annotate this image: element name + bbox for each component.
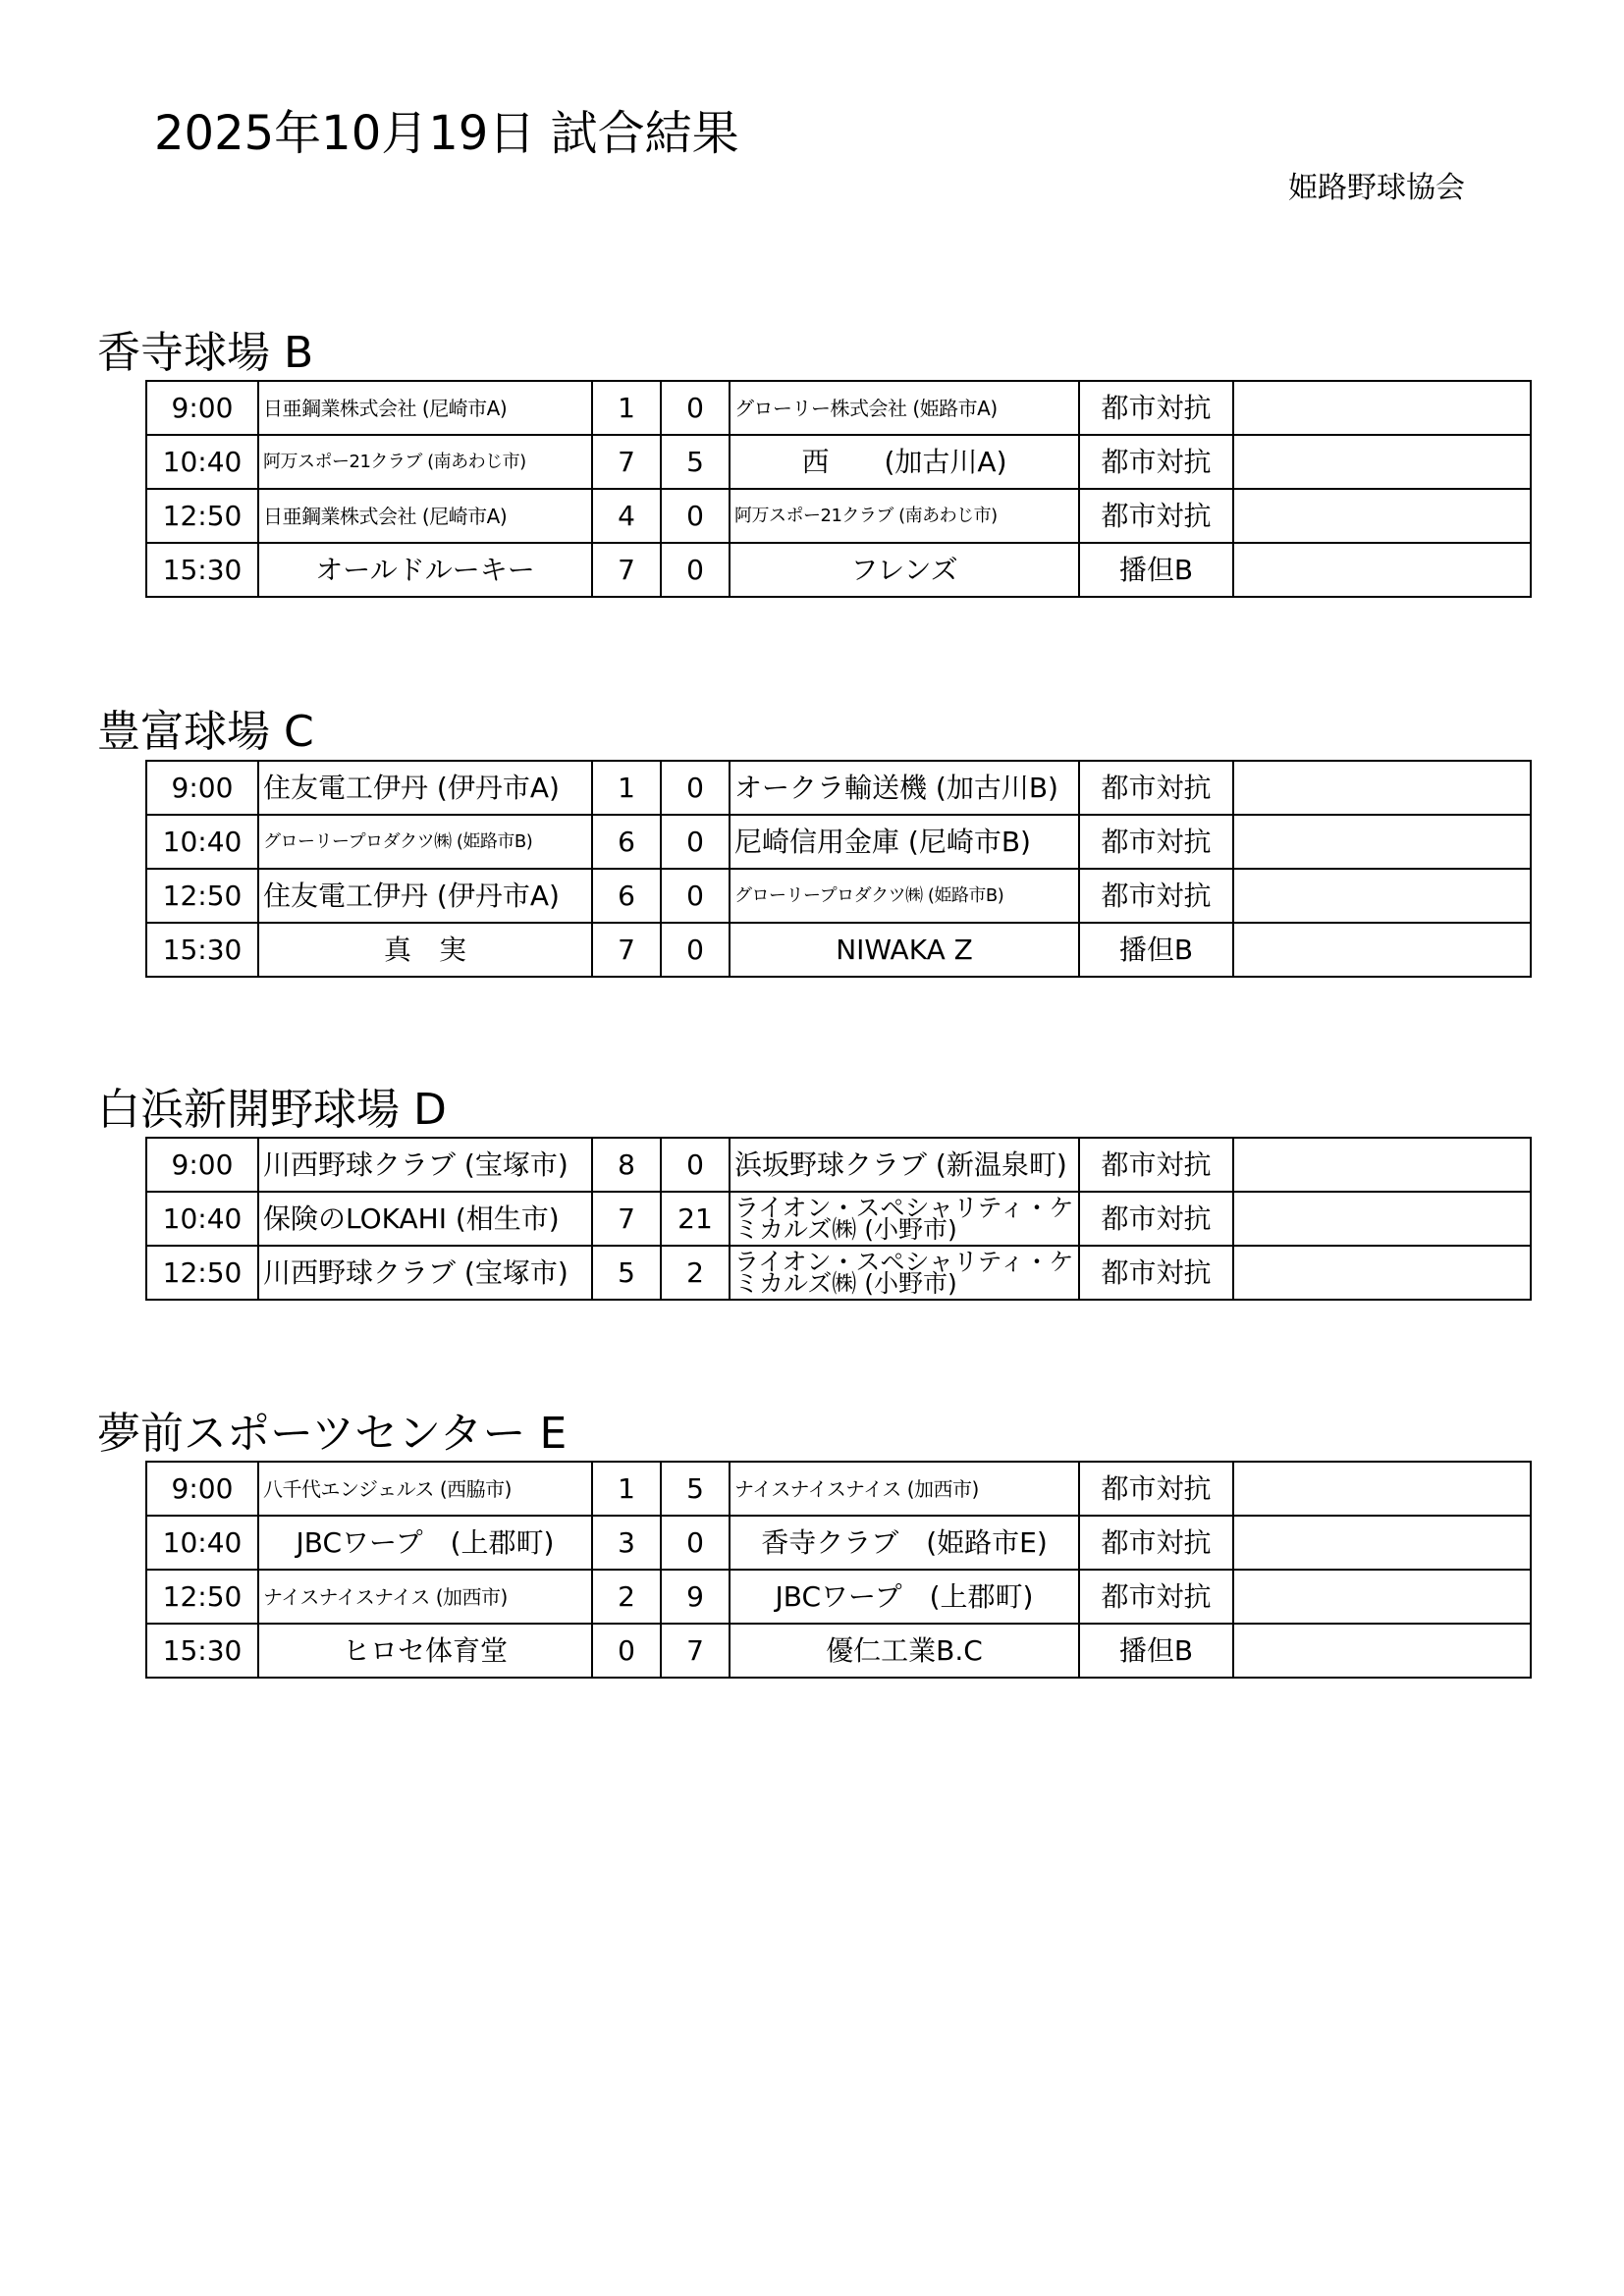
home-score: 1 xyxy=(592,1462,661,1516)
home-team: 八千代エンジェルス (西脇市) xyxy=(258,1462,592,1516)
table-row xyxy=(146,1462,1531,1516)
away-score: 7 xyxy=(661,1624,730,1678)
game-category: 都市対抗 xyxy=(1079,761,1233,815)
away-team: 西 (加古川A) xyxy=(730,435,1079,489)
home-team: グローリープロダクツ㈱ (姫路市B) xyxy=(258,815,592,869)
note-cell xyxy=(1233,761,1531,815)
game-category: 都市対抗 xyxy=(1079,381,1233,435)
game-category: 都市対抗 xyxy=(1079,435,1233,489)
game-category: 播但B xyxy=(1079,923,1233,977)
away-team: ライオン・スペシャリティ・ケミカルズ㈱ (小野市) xyxy=(730,1192,1079,1246)
away-score: 0 xyxy=(661,869,730,923)
home-score: 8 xyxy=(592,1138,661,1192)
game-time: 15:30 xyxy=(146,1624,258,1678)
home-score: 4 xyxy=(592,489,661,543)
home-score: 3 xyxy=(592,1516,661,1570)
home-score: 6 xyxy=(592,815,661,869)
home-score: 1 xyxy=(592,381,661,435)
home-score: 5 xyxy=(592,1246,661,1300)
note-cell xyxy=(1233,1570,1531,1624)
home-team: 住友電工伊丹 (伊丹市A) xyxy=(258,761,592,815)
away-team: ナイスナイスナイス (加西市) xyxy=(730,1462,1079,1516)
table-row xyxy=(146,435,1531,489)
results-table-toyotomi xyxy=(145,760,1532,978)
away-score: 0 xyxy=(661,1516,730,1570)
home-team: オールドルーキー xyxy=(258,543,592,597)
away-score: 0 xyxy=(661,381,730,435)
home-score: 1 xyxy=(592,761,661,815)
game-category: 播但B xyxy=(1079,543,1233,597)
game-time: 12:50 xyxy=(146,489,258,543)
away-score: 5 xyxy=(661,1462,730,1516)
table-row xyxy=(146,489,1531,543)
game-category: 都市対抗 xyxy=(1079,1138,1233,1192)
note-cell xyxy=(1233,1462,1531,1516)
away-team: フレンズ xyxy=(730,543,1079,597)
table-row xyxy=(146,1570,1531,1624)
home-team: 川西野球クラブ (宝塚市) xyxy=(258,1246,592,1300)
table-row xyxy=(146,1138,1531,1192)
note-cell xyxy=(1233,381,1531,435)
home-score: 7 xyxy=(592,1192,661,1246)
venue-title-toyotomi: 豊富球場 C xyxy=(97,707,314,757)
home-team: ナイスナイスナイス (加西市) xyxy=(258,1570,592,1624)
home-team: 保険のLOKAHI (相生市) xyxy=(258,1192,592,1246)
table-row xyxy=(146,761,1531,815)
away-team: 浜坂野球クラブ (新温泉町) xyxy=(730,1138,1079,1192)
home-score: 7 xyxy=(592,543,661,597)
away-team: 阿万スポー21クラブ (南あわじ市) xyxy=(730,489,1079,543)
away-team: JBCワープ (上郡町) xyxy=(730,1570,1079,1624)
away-score: 5 xyxy=(661,435,730,489)
home-team: ヒロセ体育堂 xyxy=(258,1624,592,1678)
note-cell xyxy=(1233,923,1531,977)
home-score: 7 xyxy=(592,435,661,489)
table-row xyxy=(146,1246,1531,1300)
away-team: NIWAKA Z xyxy=(730,923,1079,977)
note-cell xyxy=(1233,1246,1531,1300)
game-time: 9:00 xyxy=(146,1462,258,1516)
note-cell xyxy=(1233,1516,1531,1570)
note-cell xyxy=(1233,435,1531,489)
away-team: 優仁工業B.C xyxy=(730,1624,1079,1678)
away-score: 0 xyxy=(661,489,730,543)
results-table-yumesaki xyxy=(145,1461,1532,1679)
table-row xyxy=(146,381,1531,435)
game-time: 10:40 xyxy=(146,815,258,869)
game-category: 播但B xyxy=(1079,1624,1233,1678)
home-score: 2 xyxy=(592,1570,661,1624)
table-row xyxy=(146,1192,1531,1246)
home-team: 阿万スポー21クラブ (南あわじ市) xyxy=(258,435,592,489)
game-time: 12:50 xyxy=(146,1246,258,1300)
note-cell xyxy=(1233,1192,1531,1246)
away-team: ライオン・スペシャリティ・ケミカルズ㈱ (小野市) xyxy=(730,1246,1079,1300)
away-score: 9 xyxy=(661,1570,730,1624)
away-score: 0 xyxy=(661,1138,730,1192)
away-team: 香寺クラブ (姫路市E) xyxy=(730,1516,1079,1570)
organizer-name: 姫路野球協会 xyxy=(1288,171,1465,205)
home-team: 川西野球クラブ (宝塚市) xyxy=(258,1138,592,1192)
away-score: 0 xyxy=(661,815,730,869)
home-score: 6 xyxy=(592,869,661,923)
note-cell xyxy=(1233,1138,1531,1192)
table-row xyxy=(146,1516,1531,1570)
away-team: グローリー株式会社 (姫路市A) xyxy=(730,381,1079,435)
game-category: 都市対抗 xyxy=(1079,1192,1233,1246)
away-team: グローリープロダクツ㈱ (姫路市B) xyxy=(730,869,1079,923)
game-category: 都市対抗 xyxy=(1079,1246,1233,1300)
away-team: オークラ輸送機 (加古川B) xyxy=(730,761,1079,815)
away-score: 0 xyxy=(661,543,730,597)
game-time: 15:30 xyxy=(146,923,258,977)
game-time: 9:00 xyxy=(146,1138,258,1192)
venue-title-kodera: 香寺球場 B xyxy=(97,328,314,378)
table-row xyxy=(146,869,1531,923)
game-time: 10:40 xyxy=(146,435,258,489)
game-time: 12:50 xyxy=(146,1570,258,1624)
away-score: 0 xyxy=(661,923,730,977)
home-score: 7 xyxy=(592,923,661,977)
table-row xyxy=(146,543,1531,597)
away-score: 2 xyxy=(661,1246,730,1300)
game-category: 都市対抗 xyxy=(1079,869,1233,923)
away-score: 21 xyxy=(661,1192,730,1246)
note-cell xyxy=(1233,543,1531,597)
table-row xyxy=(146,1624,1531,1678)
venue-title-yumesaki: 夢前スポーツセンター E xyxy=(97,1409,568,1459)
table-row xyxy=(146,923,1531,977)
note-cell xyxy=(1233,869,1531,923)
game-category: 都市対抗 xyxy=(1079,1462,1233,1516)
game-time: 10:40 xyxy=(146,1192,258,1246)
game-category: 都市対抗 xyxy=(1079,815,1233,869)
home-team: 日亜鋼業株式会社 (尼崎市A) xyxy=(258,489,592,543)
game-category: 都市対抗 xyxy=(1079,1516,1233,1570)
game-category: 都市対抗 xyxy=(1079,489,1233,543)
note-cell xyxy=(1233,815,1531,869)
note-cell xyxy=(1233,1624,1531,1678)
home-team: 真 実 xyxy=(258,923,592,977)
results-table-shirahama xyxy=(145,1137,1532,1301)
away-team: 尼崎信用金庫 (尼崎市B) xyxy=(730,815,1079,869)
game-time: 10:40 xyxy=(146,1516,258,1570)
page-title: 2025年10月19日 試合結果 xyxy=(154,106,739,161)
home-team: 日亜鋼業株式会社 (尼崎市A) xyxy=(258,381,592,435)
game-category: 都市対抗 xyxy=(1079,1570,1233,1624)
game-time: 9:00 xyxy=(146,761,258,815)
results-table-kodera xyxy=(145,380,1532,598)
game-time: 15:30 xyxy=(146,543,258,597)
venue-title-shirahama: 白浜新開野球場 D xyxy=(97,1085,447,1135)
game-time: 9:00 xyxy=(146,381,258,435)
table-row xyxy=(146,815,1531,869)
home-score: 0 xyxy=(592,1624,661,1678)
home-team: JBCワープ (上郡町) xyxy=(258,1516,592,1570)
note-cell xyxy=(1233,489,1531,543)
game-time: 12:50 xyxy=(146,869,258,923)
away-score: 0 xyxy=(661,761,730,815)
home-team: 住友電工伊丹 (伊丹市A) xyxy=(258,869,592,923)
